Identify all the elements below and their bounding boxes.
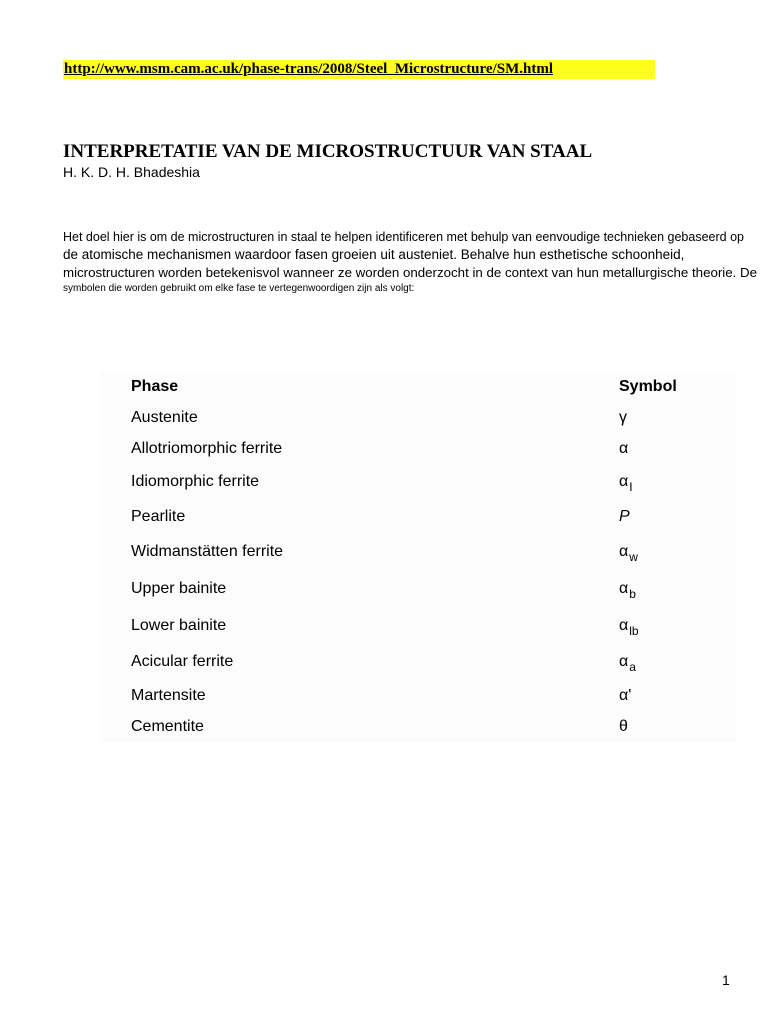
phase-symbol [619, 500, 736, 533]
phase-name: Upper bainite [131, 579, 227, 597]
phase-symbol [619, 711, 736, 742]
source-url-link[interactable]: http://www.msm.cam.ac.uk/phase-trans/2008/Steel_Microstructure/SM.html [64, 61, 553, 77]
symbol-letter: α [619, 542, 629, 560]
intro-line: microstructuren worden betekenisvol wanneer ze worden onderzocht in de context van hun metallurgische theorie. De [63, 265, 758, 280]
table-row [100, 433, 736, 464]
phase-name: Acicular ferrite [131, 653, 234, 670]
intro-line: Het doel hier is om de microstructuren in staal te helpen identificeren met behulp van eenvoudige technieken gebaseerd op [63, 230, 744, 244]
intro-paragraph [63, 229, 763, 296]
phase-symbol-table [100, 372, 736, 742]
symbol-letter: θ [619, 717, 628, 735]
table-row [100, 500, 736, 533]
symbol-letter: α' [619, 686, 632, 704]
table-row [100, 711, 736, 742]
table-row [100, 607, 736, 644]
phase-name: Cementite [131, 717, 204, 735]
phase-symbol [619, 402, 736, 433]
table-row [100, 680, 736, 711]
symbol-letter: α [619, 616, 629, 634]
phase-symbol [619, 680, 736, 711]
table-row [100, 644, 736, 680]
phase-symbol [619, 433, 736, 464]
phase-symbol [619, 533, 736, 570]
symbol-letter: α [619, 473, 629, 490]
phase-symbol-table-panel [100, 372, 736, 742]
phase-name: Pearlite [131, 507, 186, 525]
phase-column-header: Phase [131, 378, 179, 395]
phase-symbol [619, 607, 736, 644]
table-header-row [100, 372, 736, 402]
intro-line: symbolen die worden gebruikt om elke fase te vertegenwoordigen zijn als volgt: [63, 283, 415, 294]
table-row [100, 533, 736, 570]
phase-name: Martensite [131, 686, 206, 704]
phase-name: Allotriomorphic ferrite [131, 439, 283, 457]
phase-name: Austenite [131, 408, 198, 426]
phase-symbol [619, 644, 736, 680]
table-row [100, 402, 736, 433]
symbol-subscript: w [629, 549, 638, 564]
table-row [100, 570, 736, 607]
symbol-letter: γ [619, 408, 627, 426]
document-title: INTERPRETATIE VAN DE MICROSTRUCTUUR VAN STAAL [63, 141, 593, 162]
symbol-subscript: b [629, 586, 636, 601]
phase-name: Idiomorphic ferrite [131, 473, 260, 490]
symbol-column-header: Symbol [619, 378, 677, 395]
symbol-subscript: I [629, 480, 633, 494]
symbol-letter: P [619, 507, 630, 525]
phase-name: Lower bainite [131, 616, 227, 634]
page-number: 1 [722, 972, 730, 988]
table-row [100, 464, 736, 500]
intro-line: de atomische mechanismen waardoor fasen groeien uit austeniet. Behalve hun esthetische schoonheid, [63, 247, 685, 262]
symbol-letter: α [619, 439, 629, 457]
document-author: H. K. D. H. Bhadeshia [63, 164, 200, 180]
source-url-highlight [63, 60, 655, 79]
symbol-letter: α [619, 579, 629, 597]
symbol-subscript: a [629, 660, 636, 674]
phase-symbol [619, 464, 736, 500]
symbol-letter: α [619, 653, 629, 670]
phase-symbol [619, 570, 736, 607]
symbol-subscript: lb [629, 623, 639, 638]
phase-name: Widmanstätten ferrite [131, 542, 284, 560]
